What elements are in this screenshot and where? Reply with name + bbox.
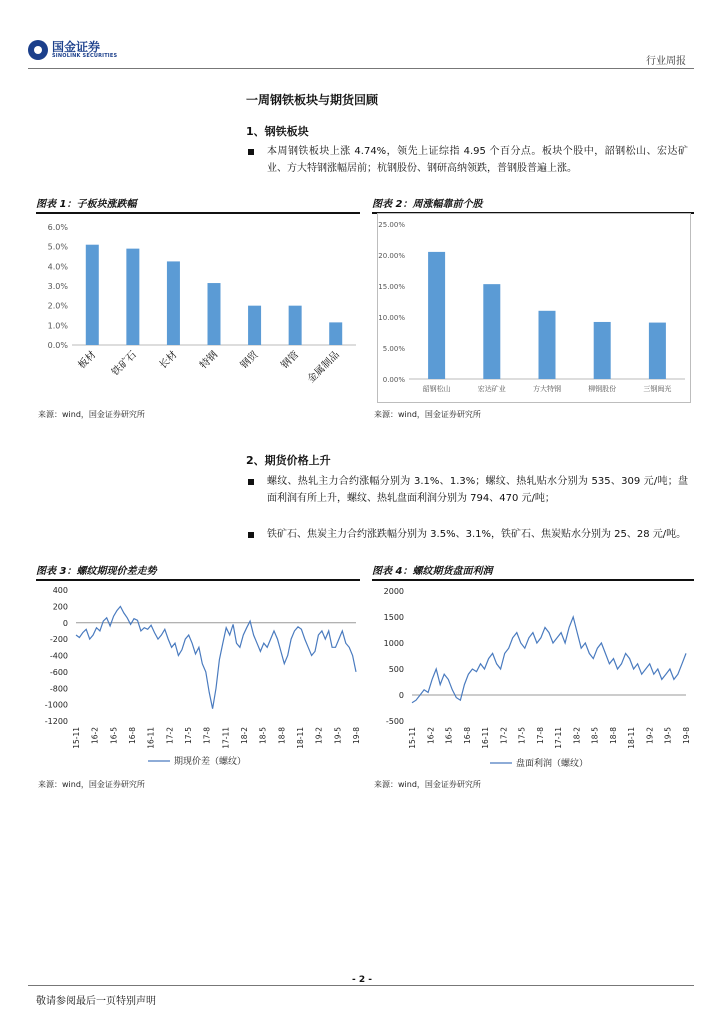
logo-chinese-name: 国金证券 <box>52 40 101 54</box>
x-tick-label: 16-2 <box>90 727 100 745</box>
part1-bullet <box>248 143 688 177</box>
bar <box>594 322 611 379</box>
x-tick-label: 16-2 <box>426 727 436 745</box>
part2-bullet-2 <box>248 526 688 543</box>
x-tick-label: 17-5 <box>184 727 193 745</box>
part1-title: 1、钢铁板块 <box>246 125 309 138</box>
figure-1-source: 来源：wind，国金证券研究所 <box>38 410 145 419</box>
y-tick-label: 1500 <box>383 613 404 622</box>
x-tick-label: 18-2 <box>572 727 582 745</box>
x-tick-label: 18-8 <box>608 727 618 745</box>
series-line <box>412 617 686 703</box>
series-line <box>76 606 356 708</box>
x-tick-label: 18-5 <box>590 727 600 745</box>
bar <box>539 311 556 379</box>
x-tick-label: 柳钢股份 <box>588 385 617 393</box>
x-tick-label: 19-8 <box>352 727 361 745</box>
footer-divider <box>28 985 694 986</box>
x-tick-label: 16-5 <box>109 727 119 745</box>
bar <box>248 306 261 345</box>
figure-3-chart <box>36 580 360 774</box>
x-tick-label: 17-2 <box>165 727 175 745</box>
y-tick-label: 0.0% <box>47 341 68 350</box>
y-tick-label: -400 <box>49 651 68 661</box>
x-tick-label: 韶钢松山 <box>422 385 451 393</box>
company-logo <box>28 40 117 60</box>
x-tick-label: 18-2 <box>240 727 249 745</box>
x-tick-label: 金属制品 <box>305 349 342 386</box>
x-tick-label: 16-8 <box>462 727 472 745</box>
bar <box>428 252 445 379</box>
y-tick-label: 200 <box>52 602 68 612</box>
bar <box>329 322 342 345</box>
x-tick-label: 17-8 <box>202 727 212 745</box>
legend-label: 期现价差（螺纹） <box>174 757 247 767</box>
x-tick-label: 19-8 <box>682 727 691 745</box>
y-tick-label: -500 <box>385 717 404 726</box>
figure-3-title: 图表 3：螺纹期现价差走势 <box>36 566 157 577</box>
figure-2-chart <box>377 213 689 401</box>
legend-label: 盘面利润（螺纹） <box>516 759 589 769</box>
x-tick-label: 19-5 <box>333 727 343 745</box>
page-number: - 2 - <box>352 975 372 985</box>
figure-2-source: 来源：wind，国金证券研究所 <box>374 410 481 419</box>
x-tick-label: 长材 <box>157 349 180 372</box>
bullet-square-icon <box>248 532 254 538</box>
x-tick-label: 特钢 <box>198 349 221 372</box>
figure-1-chart <box>36 213 360 405</box>
bar <box>126 249 139 345</box>
figure-4-chart <box>372 580 694 774</box>
part2-title: 2、期货价格上升 <box>246 454 331 467</box>
y-tick-label: 2000 <box>383 587 404 596</box>
bar <box>208 283 221 345</box>
x-tick-label: 板材 <box>76 349 99 372</box>
x-tick-label: 19-2 <box>314 727 324 745</box>
x-tick-label: 17-11 <box>554 727 564 749</box>
x-tick-label: 17-5 <box>517 727 527 745</box>
x-tick-label: 方大特钢 <box>533 385 561 393</box>
figure-1 <box>36 195 360 214</box>
y-tick-label: 1.0% <box>47 321 68 331</box>
bar <box>86 245 99 345</box>
x-tick-label: 16-8 <box>128 727 137 745</box>
x-tick-label: 18-5 <box>258 727 268 745</box>
x-tick-label: 钢贸 <box>238 349 261 372</box>
bar <box>289 306 302 345</box>
bullet-text: 铁矿石、焦炭主力合约涨跌幅分别为 3.5%、3.1%，铁矿石、焦炭贴水分别为 25、28 元/吨。 <box>267 529 687 540</box>
logo-mark-icon <box>28 40 48 60</box>
y-tick-label: 10.00% <box>378 314 405 322</box>
y-tick-label: -200 <box>49 635 68 645</box>
y-tick-label: 0.00% <box>382 376 405 384</box>
y-tick-label: -600 <box>49 667 68 677</box>
bullet-square-icon <box>248 149 254 155</box>
x-tick-label: 钢管 <box>279 349 302 372</box>
x-tick-label: 19-5 <box>663 727 673 745</box>
y-tick-label: 15.00% <box>378 283 405 291</box>
x-tick-label: 18-8 <box>277 727 287 745</box>
x-tick-label: 17-8 <box>535 727 545 745</box>
y-tick-label: 4.0% <box>47 262 68 272</box>
logo-english-name: SINOLINK SECURITIES <box>52 53 118 59</box>
y-tick-label: 3.0% <box>47 282 68 291</box>
x-tick-label: 16-11 <box>146 727 156 749</box>
x-tick-label: 铁矿石 <box>109 349 139 379</box>
x-tick-label: 15-11 <box>72 727 81 749</box>
figure-2-title: 图表 2：周涨幅靠前个股 <box>372 199 483 210</box>
figure-4-source: 来源：wind，国金证券研究所 <box>374 780 481 789</box>
y-tick-label: 5.0% <box>47 242 68 252</box>
x-tick-label: 17-11 <box>221 727 231 749</box>
report-type-label: 行业周报 <box>646 56 686 67</box>
y-tick-label: -1200 <box>44 717 68 726</box>
x-tick-label: 18-11 <box>627 727 637 749</box>
y-tick-label: 20.00% <box>378 252 405 260</box>
bar <box>649 323 666 379</box>
x-tick-label: 18-11 <box>296 727 305 749</box>
y-tick-label: 0 <box>398 691 404 700</box>
y-tick-label: 2.0% <box>47 301 68 311</box>
x-tick-label: 19-2 <box>645 727 655 745</box>
y-tick-label: 0 <box>62 618 68 628</box>
bullet-square-icon <box>248 479 254 485</box>
y-tick-label: 5.00% <box>382 345 405 353</box>
figure-3 <box>36 562 360 581</box>
x-tick-label: 17-2 <box>499 727 509 745</box>
bar <box>167 261 180 345</box>
x-tick-label: 宏达矿业 <box>477 385 506 393</box>
part2-bullet-1 <box>248 473 688 507</box>
y-tick-label: 1000 <box>383 639 404 648</box>
y-tick-label: -1000 <box>44 700 68 710</box>
figure-4-title: 图表 4：螺纹期货盘面利润 <box>372 566 493 577</box>
figure-4 <box>372 562 694 581</box>
y-tick-label: 400 <box>52 586 68 595</box>
figure-3-source: 来源：wind，国金证券研究所 <box>38 780 145 789</box>
footer-disclaimer: 敬请参阅最后一页特别声明 <box>36 996 156 1007</box>
section-title: 一周钢铁板块与期货回顾 <box>246 93 379 107</box>
bullet-text: 螺纹、热轧主力合约涨幅分别为 3.1%、1.3%；螺纹、热轧贴水分别为 535、309 元/吨；盘面利润有所上升，螺纹、热轧盘面利润分别为 794、470 元/吨； <box>267 476 688 504</box>
x-tick-label: 15-11 <box>408 727 417 749</box>
bar <box>483 284 500 379</box>
x-tick-label: 16-11 <box>481 727 491 749</box>
header-divider <box>28 68 694 69</box>
figure-1-title: 图表 1：子板块涨跌幅 <box>36 199 137 210</box>
y-tick-label: 500 <box>388 665 404 674</box>
y-tick-label: -800 <box>49 684 68 694</box>
bullet-text: 本周钢铁板块上涨 4.74%，领先上证综指 4.95 个百分点。板块个股中，韶钢松山、宏达矿业、方大特钢涨幅居前；杭钢股份、钢研高纳领跌，普钢股普遍上涨。 <box>267 146 688 174</box>
figure-2 <box>372 195 694 214</box>
x-tick-label: 三钢闽光 <box>643 385 672 393</box>
x-tick-label: 16-5 <box>444 727 454 745</box>
y-tick-label: 6.0% <box>47 223 68 232</box>
y-tick-label: 25.00% <box>378 221 405 229</box>
